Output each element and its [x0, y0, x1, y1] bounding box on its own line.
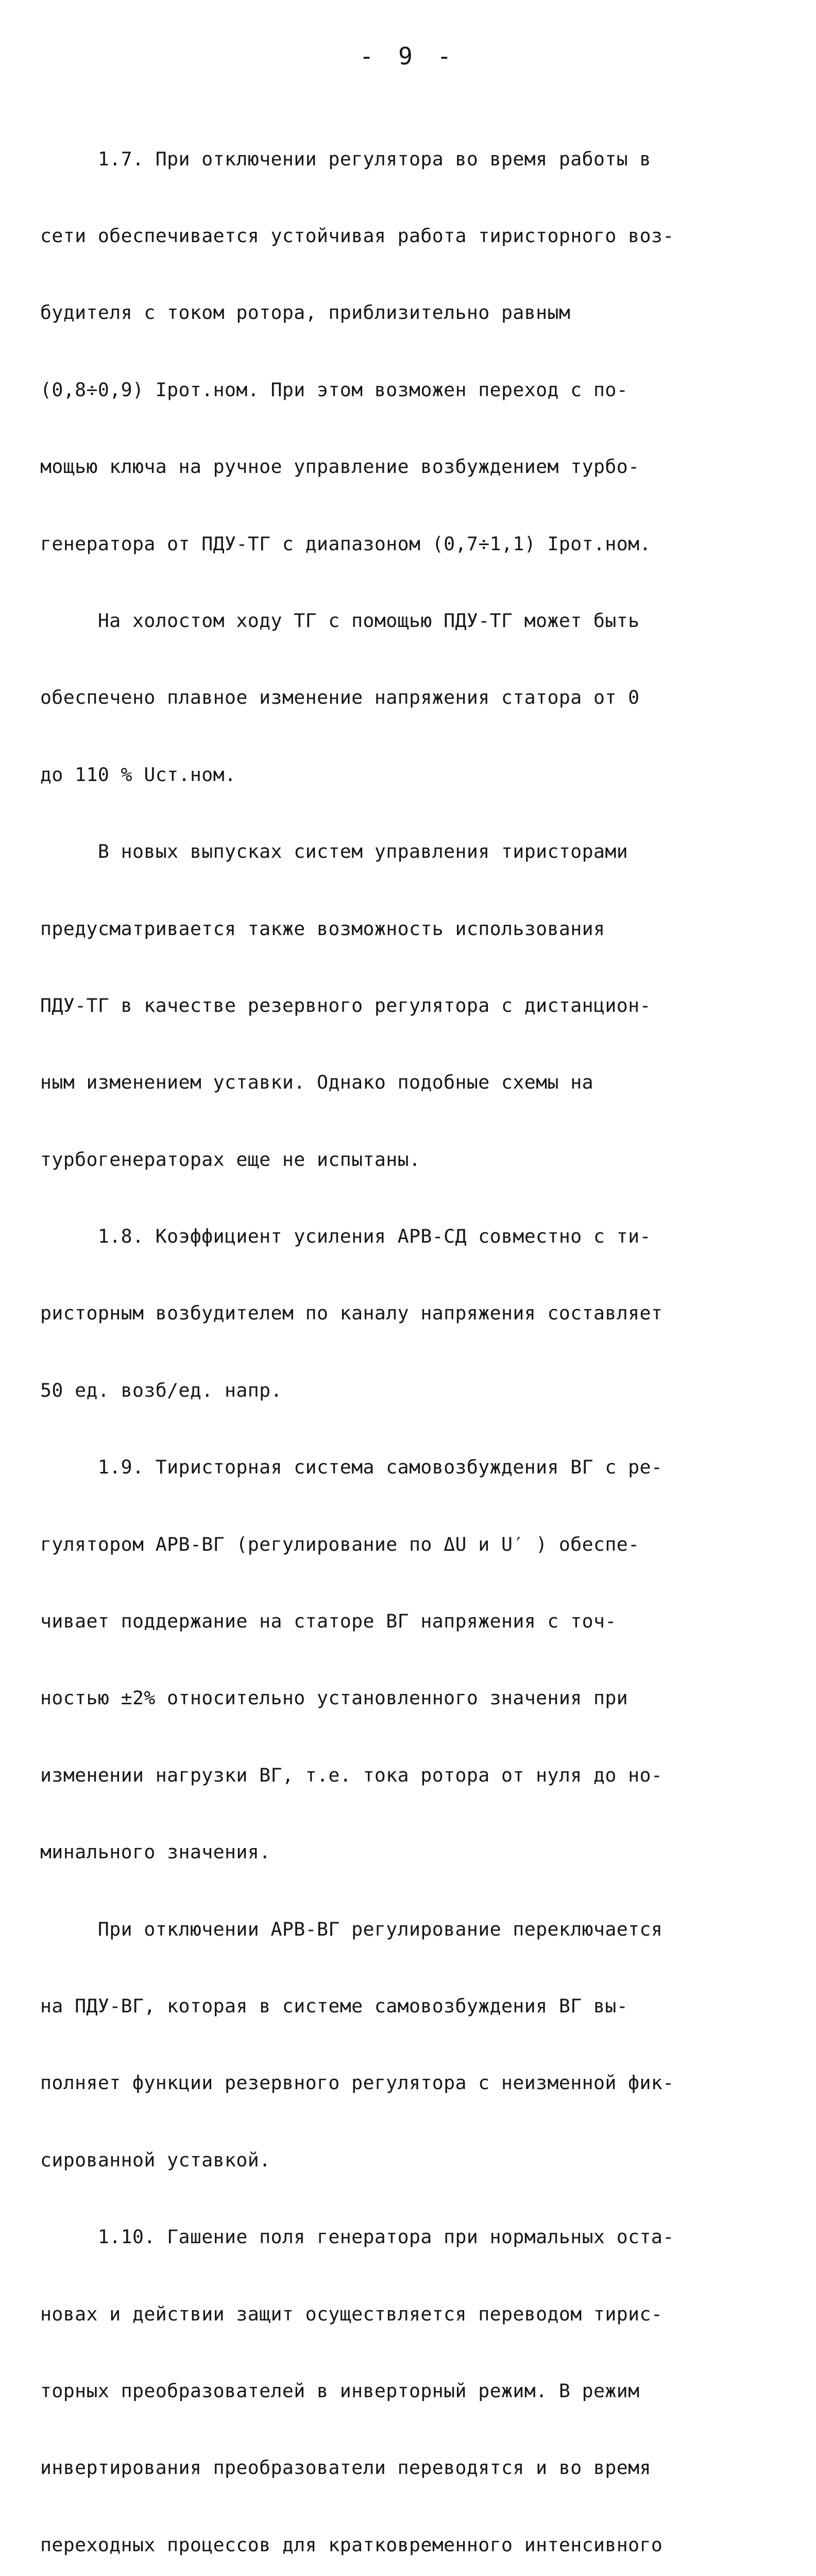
text-line: ПДУ-ТГ в качестве резервного регулятора с дистанцион- [40, 994, 651, 1016]
text-line: торных преобразователей в инверторный режим. В режим [40, 2379, 640, 2402]
text-line: При отключении АРВ-ВГ регулирование переключается [40, 1918, 663, 1940]
text-line: 1.8. Коэффициент усиления АРВ-СД совместно с ти- [40, 1225, 651, 1248]
text-line: чивает поддержание на статоре ВГ напряжения с точ- [40, 1610, 617, 1633]
text-line: полняет функции резервного регулятора с неизменной фик- [40, 2072, 674, 2094]
text-line: ностью ±2% относительно установленного значения при [40, 1687, 628, 1709]
text-line: мощью ключа на ручное управление возбуждением турбо- [40, 455, 640, 478]
text-line: будителя с током ротора, приблизительно равным [40, 301, 571, 324]
text-line: предусматривается также возможность использования [40, 917, 605, 940]
text-line: до 110 % Uст.ном. [40, 763, 236, 786]
text-line: 1.9. Тиристорная система самовозбуждения ВГ с ре- [40, 1456, 663, 1479]
text-line: сированной уставкой. [40, 2148, 271, 2171]
text-line: ристорным возбудителем по каналу напряжения составляет [40, 1302, 663, 1325]
text-line: (0,8÷0,9) Iрот.ном. При этом возможен переход с по- [40, 378, 628, 401]
text-line: новах и действии защит осуществляется переводом тирис- [40, 2302, 663, 2325]
text-line: обеспечено плавное изменение напряжения статора от 0 [40, 686, 640, 709]
body-text [40, 95, 700, 2576]
text-line: инвертирования преобразователи переводятся и во время [40, 2456, 651, 2479]
text-line: 50 ед. возб/ед. напр. [40, 1379, 282, 1401]
text-line: 1.7. При отключении регулятора во время работы в [40, 147, 651, 170]
text-line: турбогенераторах еще не испытаны. [40, 1148, 421, 1171]
text-line: изменении нагрузки ВГ, т.е. тока ротора от нуля до но- [40, 1764, 663, 1786]
text-line: сети обеспечивается устойчивая работа тиристорного воз- [40, 224, 674, 247]
page-number: - 9 - [359, 42, 457, 70]
text-line: переходных процессов для кратковременного интенсивного [40, 2533, 663, 2556]
text-line: гулятором АРВ-ВГ (регулирование по ΔU и U′ ) обеспе- [40, 1533, 640, 1555]
text-line: 1.10. Гашение поля генератора при нормальных оста- [40, 2226, 674, 2248]
text-line: На холостом ходу ТГ с помощью ПДУ-ТГ может быть [40, 609, 640, 632]
text-line: В новых выпусках систем управления тиристорами [40, 840, 628, 863]
text-line: генератора от ПДУ-ТГ с диапазоном (0,7÷1,1) Iрот.ном. [40, 532, 651, 555]
text-line: на ПДУ-ВГ, которая в системе самовозбуждения ВГ вы- [40, 1994, 628, 2017]
text-line: ным изменением уставки. Однако подобные схемы на [40, 1071, 593, 1094]
text-line: минального значения. [40, 1841, 271, 1863]
